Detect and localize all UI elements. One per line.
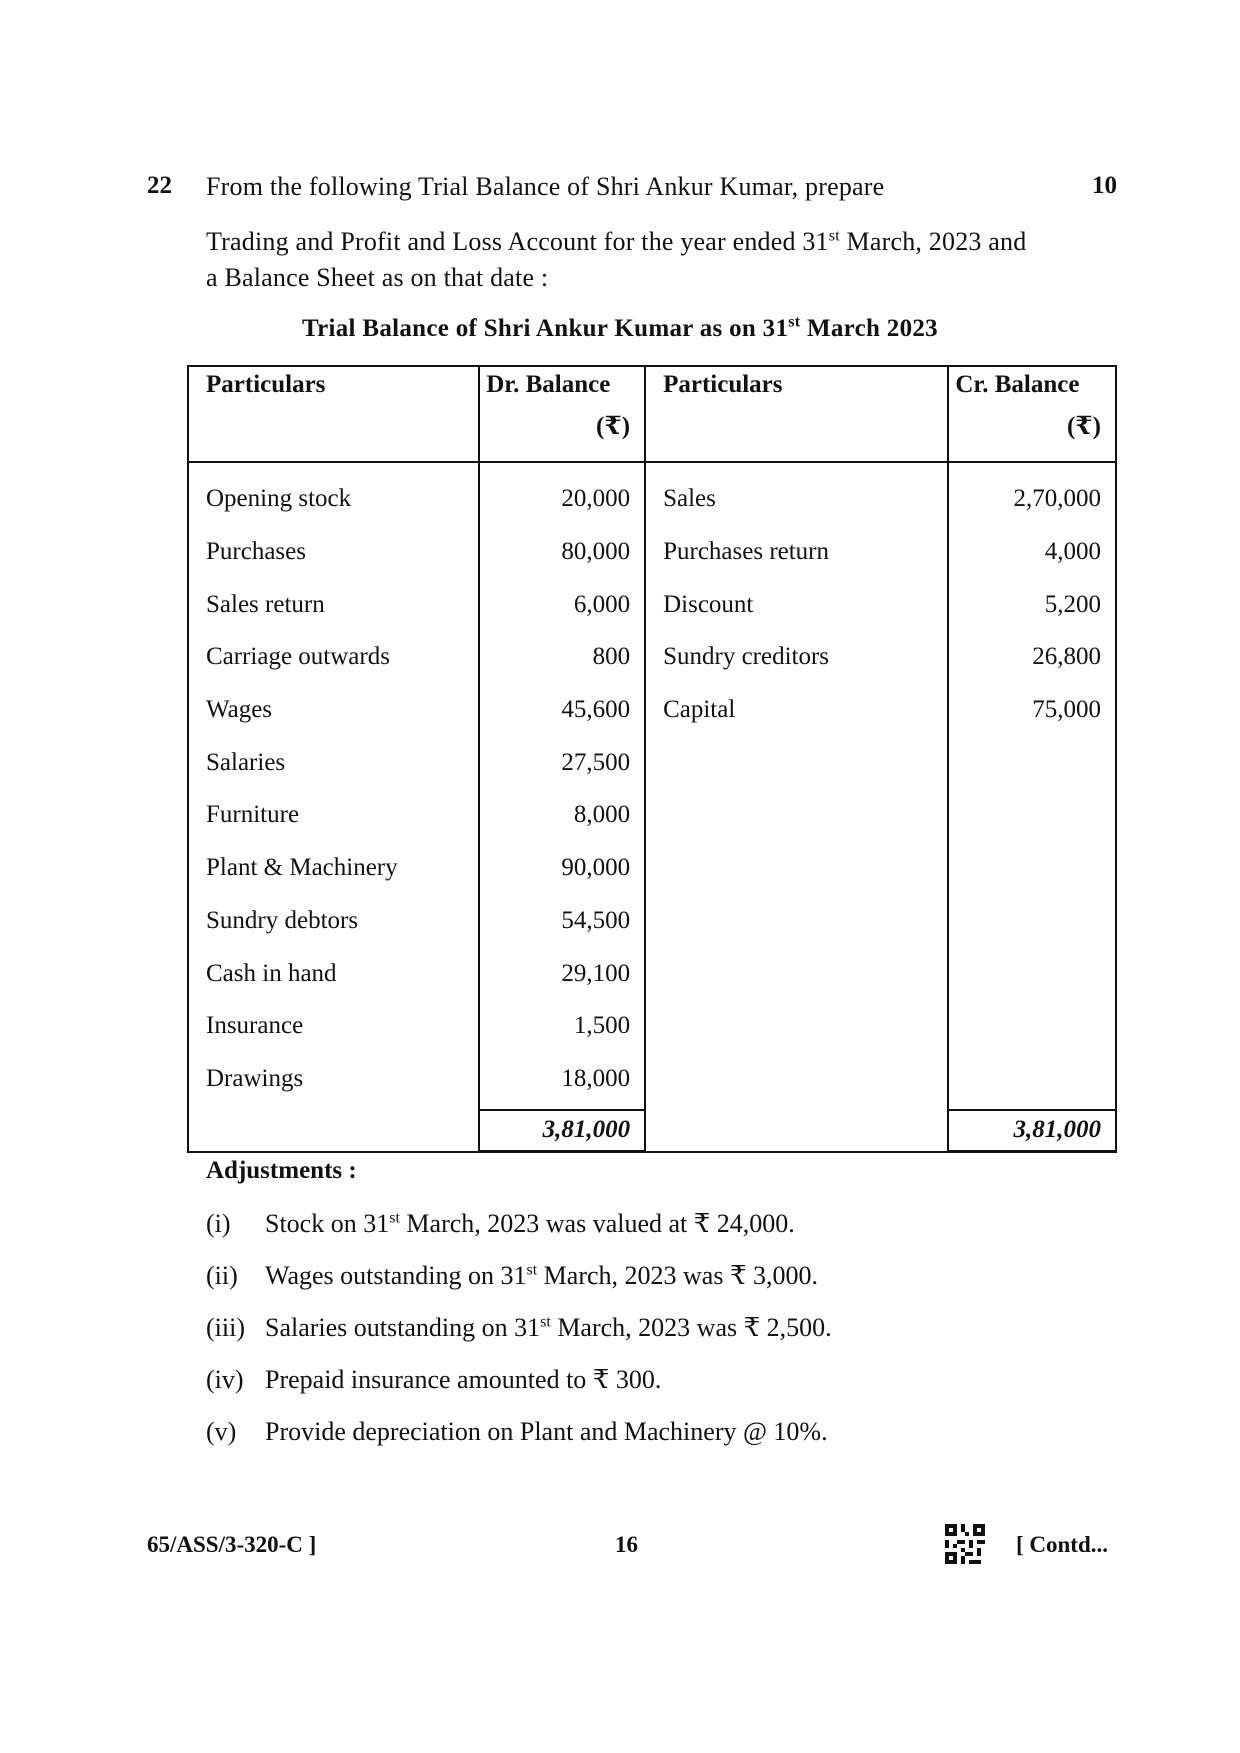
dr-particular: Purchases <box>188 526 479 579</box>
cr-amount: 75,000 <box>948 684 1116 737</box>
table-header-row <box>188 366 1116 462</box>
dr-particular: Carriage outwards <box>188 631 479 684</box>
adjustments-heading: Adjustments : <box>206 1157 357 1184</box>
adjustment-number: (v) <box>206 1417 237 1446</box>
table-row <box>188 462 1116 526</box>
cr-amount <box>948 947 1116 1000</box>
header-particulars-cr: Particulars <box>645 366 948 462</box>
cr-amount <box>948 789 1116 842</box>
cr-amount: 4,000 <box>948 526 1116 579</box>
cr-amount <box>948 1053 1116 1106</box>
table-row <box>188 684 1116 737</box>
dr-total-value: 3,81,000 <box>480 1109 644 1151</box>
question-text-line-3: a Balance Sheet as on that date : <box>206 263 549 292</box>
page-number: 16 <box>615 1532 638 1557</box>
cr-particular <box>645 895 948 948</box>
empty-cell <box>188 1105 479 1152</box>
cr-particular: Capital <box>645 684 948 737</box>
cr-particular <box>645 1053 948 1106</box>
adjustment-item <box>206 1417 828 1447</box>
qr-code-icon <box>945 1524 985 1564</box>
adjustment-sup: st <box>389 1209 400 1227</box>
cr-particular <box>645 789 948 842</box>
adjustment-item <box>206 1261 818 1291</box>
dr-amount: 20,000 <box>479 462 645 526</box>
cr-particular <box>645 1000 948 1053</box>
table-row <box>188 578 1116 631</box>
dr-particular: Plant & Machinery <box>188 842 479 895</box>
table-row <box>188 736 1116 789</box>
dr-amount: 800 <box>479 631 645 684</box>
dr-amount: 45,600 <box>479 684 645 737</box>
table-row <box>188 842 1116 895</box>
adjustment-number: (iv) <box>206 1365 244 1394</box>
adjustment-item <box>206 1313 832 1343</box>
cr-particular: Purchases return <box>645 526 948 579</box>
cr-particular <box>645 947 948 1000</box>
contd-label: [ Contd... <box>1016 1532 1109 1557</box>
header-particulars-dr: Particulars <box>188 366 479 462</box>
table-row <box>188 947 1116 1000</box>
adjustment-text: Prepaid insurance amounted to ₹ 300. <box>265 1365 662 1394</box>
dr-amount: 80,000 <box>479 526 645 579</box>
cr-particular: Discount <box>645 578 948 631</box>
cr-particular: Sundry creditors <box>645 631 948 684</box>
cr-total-value: 3,81,000 <box>949 1109 1115 1151</box>
dr-amount: 29,100 <box>479 947 645 1000</box>
dr-amount: 18,000 <box>479 1053 645 1106</box>
header-cr-balance: Cr. Balance (₹) <box>948 366 1116 462</box>
cr-particular <box>645 842 948 895</box>
paper-code: 65/ASS/3-320-C ] <box>147 1532 317 1557</box>
dr-particular: Opening stock <box>188 462 479 526</box>
adjustment-text-cont: March, 2023 was valued at ₹ 24,000. <box>399 1209 795 1238</box>
dr-particular: Sales return <box>188 578 479 631</box>
adjustment-number: (iii) <box>206 1313 245 1342</box>
table-row <box>188 631 1116 684</box>
table-row <box>188 789 1116 842</box>
table-row <box>188 1053 1116 1106</box>
dr-particular: Insurance <box>188 1000 479 1053</box>
question-text-line-2: Trading and Profit and Loss Account for the year ended 31st March, 2023 and <box>206 227 1027 256</box>
header-dr-balance: Dr. Balance (₹) <box>479 366 645 462</box>
dr-amount: 54,500 <box>479 895 645 948</box>
cr-amount: 26,800 <box>948 631 1116 684</box>
adjustment-number: (ii) <box>206 1261 238 1290</box>
table-row <box>188 1000 1116 1053</box>
dr-particular: Wages <box>188 684 479 737</box>
cr-particular: Sales <box>645 462 948 526</box>
dr-amount: 6,000 <box>479 578 645 631</box>
adjustment-item <box>206 1365 661 1395</box>
adjustment-text-cont: March, 2023 was ₹ 3,000. <box>537 1261 819 1290</box>
cr-amount <box>948 842 1116 895</box>
dr-amount: 27,500 <box>479 736 645 789</box>
dr-particular: Sundry debtors <box>188 895 479 948</box>
dr-total <box>479 1105 645 1152</box>
table-row <box>188 526 1116 579</box>
trial-balance-title: Trial Balance of Shri Ankur Kumar as on 31st March 2023 <box>302 313 938 342</box>
adjustment-sup: st <box>540 1313 551 1331</box>
adjustment-text: Provide depreciation on Plant and Machinery @ 10%. <box>265 1417 828 1446</box>
total-row <box>188 1105 1116 1152</box>
cr-total <box>948 1105 1116 1152</box>
empty-cell <box>645 1105 948 1152</box>
question-number: 22 <box>147 172 172 199</box>
trial-balance-table <box>187 365 1117 1153</box>
question-marks: 10 <box>1092 172 1117 199</box>
dr-particular: Cash in hand <box>188 947 479 1000</box>
adjustment-number: (i) <box>206 1209 231 1238</box>
dr-amount: 8,000 <box>479 789 645 842</box>
adjustment-text: Salaries outstanding on 31 <box>265 1313 541 1342</box>
table-row <box>188 895 1116 948</box>
cr-particular <box>645 736 948 789</box>
adjustment-text: Wages outstanding on 31 <box>265 1261 527 1290</box>
adjustment-text-cont: March, 2023 was ₹ 2,500. <box>550 1313 832 1342</box>
adjustment-text: Stock on 31 <box>265 1209 390 1238</box>
question-text-line-1: From the following Trial Balance of Shri Ankur Kumar, prepare <box>206 172 885 201</box>
cr-amount <box>948 1000 1116 1053</box>
dr-amount: 1,500 <box>479 1000 645 1053</box>
adjustment-item <box>206 1209 795 1239</box>
cr-amount <box>948 895 1116 948</box>
dr-particular: Drawings <box>188 1053 479 1106</box>
cr-amount: 5,200 <box>948 578 1116 631</box>
dr-particular: Furniture <box>188 789 479 842</box>
dr-amount: 90,000 <box>479 842 645 895</box>
adjustment-sup: st <box>526 1261 538 1279</box>
cr-amount: 2,70,000 <box>948 462 1116 526</box>
cr-amount <box>948 736 1116 789</box>
dr-particular: Salaries <box>188 736 479 789</box>
